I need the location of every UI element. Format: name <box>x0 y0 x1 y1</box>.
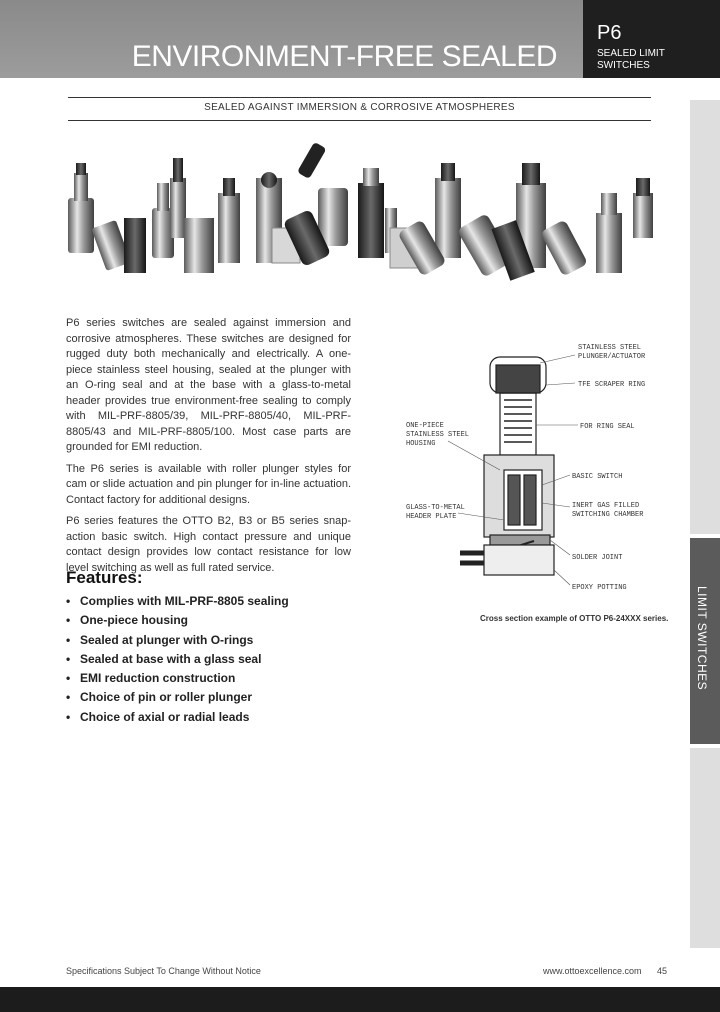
label-chamber-2: SWITCHING CHAMBER <box>572 511 644 519</box>
page-number: 45 <box>657 966 668 976</box>
series-subtitle <box>597 48 665 72</box>
header-band <box>0 0 583 78</box>
feature-item: • EMI reduction construction <box>66 669 289 688</box>
feature-item: • One-piece housing <box>66 611 289 630</box>
product-photo <box>60 138 660 298</box>
description-paragraph: P6 series switches are sealed against immersion and corrosive atmospheres. These switches are designed for rugged duty both mechanically and electrically. A one-piece stainless steel housing, sealed at the plunger with an O-ring seal and at the base with a glass-to-metal header provides true environment-free sealing to comply with MIL-PRF-8805/39, MIL-PRF-8805/40, MIL-PRF-8805/43 and MIL-PRF-8805/100. Most case parts are grounded for EMI reduction. <box>66 317 351 453</box>
label-housing-2: STAINLESS STEEL <box>406 431 470 439</box>
side-tab-upper <box>690 100 720 534</box>
feature-item: • Complies with MIL-PRF-8805 sealing <box>66 592 289 611</box>
label-plunger-1: STAINLESS STEEL <box>578 344 642 352</box>
diagram-caption: Cross section example of OTTO P6-24XXX series. <box>480 614 669 623</box>
label-solder: SOLDER JOINT <box>572 554 623 562</box>
description-paragraph: P6 series features the OTTO B2, B3 or B5 series snap-action basic switch. High contact pressure and unique contact design provides low contact resistance for low level switching as well as full rated service. <box>66 515 351 574</box>
feature-item: • Sealed at plunger with O-rings <box>66 631 289 650</box>
feature-item: • Choice of axial or radial leads <box>66 708 289 727</box>
label-housing-1: ONE-PIECE <box>406 422 444 430</box>
side-tab-lower <box>690 748 720 948</box>
cross-section-diagram <box>400 335 670 615</box>
label-scraper: TFE SCRAPER RING <box>578 381 646 389</box>
side-tab-limit-switches[interactable] <box>690 538 720 744</box>
subtitle-rule <box>68 97 651 121</box>
label-oring: FOR RING SEAL <box>580 423 635 431</box>
feature-item: • Choice of pin or roller plunger <box>66 688 289 707</box>
feature-item: • Sealed at base with a glass seal <box>66 650 289 669</box>
label-plunger-2: PLUNGER/ACTUATOR <box>578 353 646 361</box>
description-paragraph: The P6 series is available with roller plunger styles for cam or slide actuation and pin plunger for in-line actuation. Contact factory for additional designs. <box>66 462 351 506</box>
label-basic-switch: BASIC SWITCH <box>572 473 623 481</box>
features-list <box>66 592 289 727</box>
label-glass-2: HEADER PLATE <box>406 513 457 521</box>
series-subtitle-line1: SEALED LIMIT <box>597 48 665 59</box>
footer-disclaimer: Specifications Subject To Change Without Notice <box>66 966 261 976</box>
features-heading: Features: <box>66 568 143 587</box>
description <box>66 316 351 582</box>
label-epoxy: EPOXY POTTING <box>572 584 627 592</box>
label-glass-1: GLASS-TO-METAL <box>406 504 465 512</box>
series-subtitle-line2: SWITCHES <box>597 60 650 71</box>
footer-url-link[interactable]: www.ottoexcellence.com <box>543 966 642 976</box>
series-badge <box>583 0 720 78</box>
label-housing-3: HOUSING <box>406 440 436 448</box>
footer-bar <box>0 987 720 1012</box>
page-title: ENVIRONMENT-FREE SEALED <box>131 40 557 73</box>
side-tab-label: LIMIT SWITCHES <box>695 586 709 691</box>
page-subtitle: SEALED AGAINST IMMERSION & CORROSIVE ATMOSPHERES <box>204 102 515 113</box>
label-chamber-1: INERT GAS FILLED <box>572 502 640 510</box>
diagram-body <box>460 357 554 575</box>
series-code: P6 <box>597 22 622 44</box>
